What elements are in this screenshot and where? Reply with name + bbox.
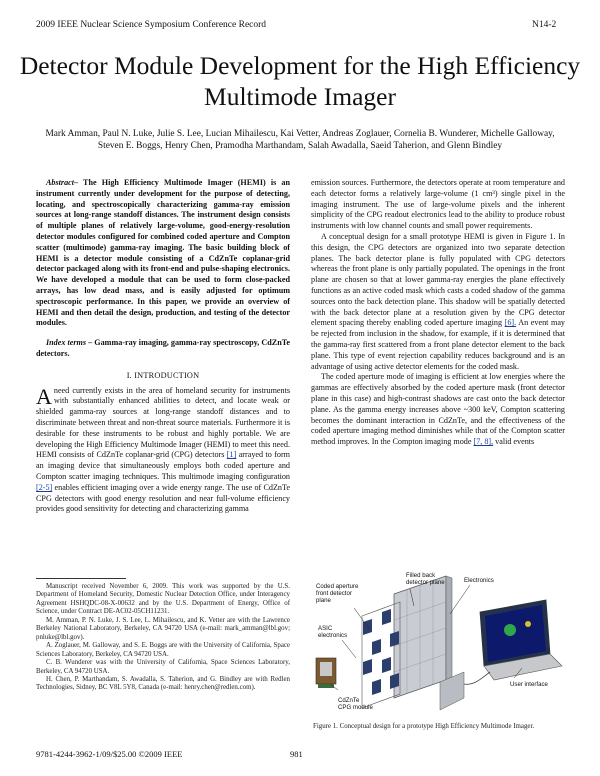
citation-link[interactable]: [2-5]	[36, 482, 53, 492]
abstract-label: Abstract	[46, 178, 74, 187]
index-terms-text: – Gamma-ray imaging, gamma-ray spectroscopy, CdZnTe detectors.	[36, 338, 290, 358]
paper-title: Detector Module Development for the High Efficiency Multimode Imager	[19, 51, 581, 111]
body-paragraph: The coded aperture mode of imaging is efficient at low energies where the gammas are effectively absorbed by the coded aperture mask (front detector plane in this case) and high-contrast shadows are cast onto the back detector plane. As the gamma energy increases above ~300 keV, Compton scattering becomes the dominant interaction in CdZnTe, and the effectiveness of the coded aperture imaging method diminishes while that of the Compton scatter method improves. In the Compton imaging mode [7, 8], valid events	[311, 372, 565, 447]
laptop-user-interface	[480, 600, 562, 680]
citation-link[interactable]: [1]	[226, 450, 237, 460]
footnote: M. Amman, P. N. Luke, J. S. Lee, L. Mihailescu, and K. Vetter are with the Lawrence Berkeley National Laboratory, Berkeley, CA 94720 USA (e-mail: mark_amman@lbl.gov; pnluke@lbl.gov).	[36, 616, 290, 641]
abstract	[36, 178, 290, 329]
running-header: 2009 IEEE Nuclear Science Symposium Conference Record	[36, 20, 267, 30]
session-code: N14-2	[532, 20, 557, 30]
label-user-interface: User interface	[510, 681, 548, 688]
figure-1-illustration	[314, 572, 564, 720]
back-detector-plane	[394, 576, 452, 698]
body-paragraph: emission sources. Furthermore, the detectors operate at room temperature and each detector forms a relatively large-volume (1 cm³) single pixel in the imaging instrument. The use of large-volume pixels and the inherent simplicity of the CPG readout electronics lead to the ability to produce robust instruments with low channel counts and small power requirements.	[311, 178, 565, 231]
left-column	[36, 178, 290, 515]
body-paragraph: A conceptual design for a small prototype HEMI is given in Figure 1. In this design, the CPG detectors are organized into two separate detection planes. The back detector plane is fully populated with CPG detectors whereas the front plane is only partially populated. The openings in the front plane are chosen so that at lower gamma-ray energies the plane effectively functions as an active coded mask which casts a coded shadow of the gamma sources onto the back detection plane. This shadow will be spatially detected with the back detector plane at a resolution given by the CPG detector element spacing thereby enabling coded aperture imaging [6]. An event may be rejected from inclusion in the shadow, for example, if it is determined that the gamma-ray first scattered from a front plane detector element to the back plane. This type of event rejection capability reduces background and is an advantage of using active detector elements for the coded mask.	[311, 231, 565, 371]
section-heading: I. INTRODUCTION	[126, 370, 200, 380]
footer-isbn: 9781-4244-3962-1/09/$25.00 ©2009 IEEE	[36, 749, 183, 759]
label-asic-electronics: ASIC electronics	[318, 625, 348, 639]
label-cpg-module: CdZnTe CPG module	[338, 697, 373, 711]
footnotes	[36, 583, 290, 693]
index-terms	[36, 338, 290, 360]
label-filled-back-plane: Filled back detector plane	[406, 572, 445, 586]
footnote: C. B. Wunderer was with the University of California, Space Sciences Laboratory, Berkeley, CA 94720 USA.	[36, 659, 290, 675]
right-column	[311, 178, 565, 448]
citation-link[interactable]: [7, 8],	[473, 437, 494, 447]
label-electronics: Electronics	[464, 577, 494, 584]
drop-cap: A	[36, 383, 52, 409]
footnote: H. Chen, P. Marthandam, S. Awadalla, S. Taherion, and G. Bindley are with Redlen Technologies, Sidney, BC V8L 5Y8, Canada (e-mail: henry.chen@redlen.com).	[36, 675, 290, 692]
citation-link[interactable]: [6].	[504, 318, 517, 328]
footnote: A. Zoglauer, M. Galloway, and S. E. Boggs are with the University of California, Space Sciences Laboratory, Berkeley, CA 94720 USA.	[36, 642, 290, 658]
footnote-divider	[36, 578, 126, 579]
cpg-module	[316, 658, 336, 688]
abstract-text: – The High Efficiency Multimode Imager (HEMI) is an instrument currently under development for the purpose of detecting, locating, and spectroscopically characterizing gamma-ray emission sources at long-range standoff distances. The instrument design consists of multiple planes of relatively large-volume, good-energy-resolution detector modules configured for combined coded aperture and Compton scatter (multimode) gamma-ray imaging. The basic building block of HEMI is a detector module consisting of a CdZnTe coplanar-grid detector packaged along with its front-end and pulse-shaping electronics. We have developed a module that can be used to form close-packed arrays, has low dead mass, and is easily adjusted for optimum spectroscopic performance. In this paper, we provide an overview of HEMI and then detail the design, production, and testing of the detector modules.	[36, 178, 290, 328]
page-number: 981	[290, 749, 303, 759]
label-coded-aperture: Coded aperture front detector plane	[316, 583, 359, 604]
footnote: Manuscript received November 6, 2009. This work was supported by the U.S. Department of Homeland Security, Domestic Nuclear Detection Office, under Interagency Agreement HSHQDC-08-X-00632 and by the U.S. Department of Energy, Office of Science, under Contract DE-AC02-05CH11231.	[36, 583, 290, 616]
author-list: Mark Amman, Paul N. Luke, Julie S. Lee, Lucian Mihailescu, Kai Vetter, Andreas Zoglauer, Cornelia B. Wunderer, Michelle Galloway, Steven E. Boggs, Henry Chen, Pramodha Marthandam, Salah Awadalla, Saeid Taherion, and Glenn Bindley	[45, 129, 555, 152]
intro-paragraph: Aneed currently exists in the area of homeland security for instruments with substantially enhanced abilities to detect, and locate weak or shielded gamma-ray sources at long-range standoff distances and to discriminate between threat and non-threat source materials. Furthermore it is desirable for these instruments to be robust and highly portable. We are developing the High Efficiency Multimode Imager (HEMI) to meet this need. HEMI consists of CdZnTe coplanar-grid (CPG) detectors [1] arrayed to form an imaging device that simultaneously employs both coded aperture and Compton scatter imaging techniques. This multimode imaging configuration [2-5] enables efficient imaging over a wide energy range. The use of CdZnTe CPG detectors with good energy resolution and near full-volume efficiency provides good sensitivity for detecting and characterizing gamma	[36, 383, 290, 514]
index-terms-label: Index terms	[46, 338, 87, 348]
figure-caption: Figure 1. Conceptual design for a prototype High Efficiency Multimode Imager.	[313, 723, 535, 730]
cable	[464, 672, 490, 684]
